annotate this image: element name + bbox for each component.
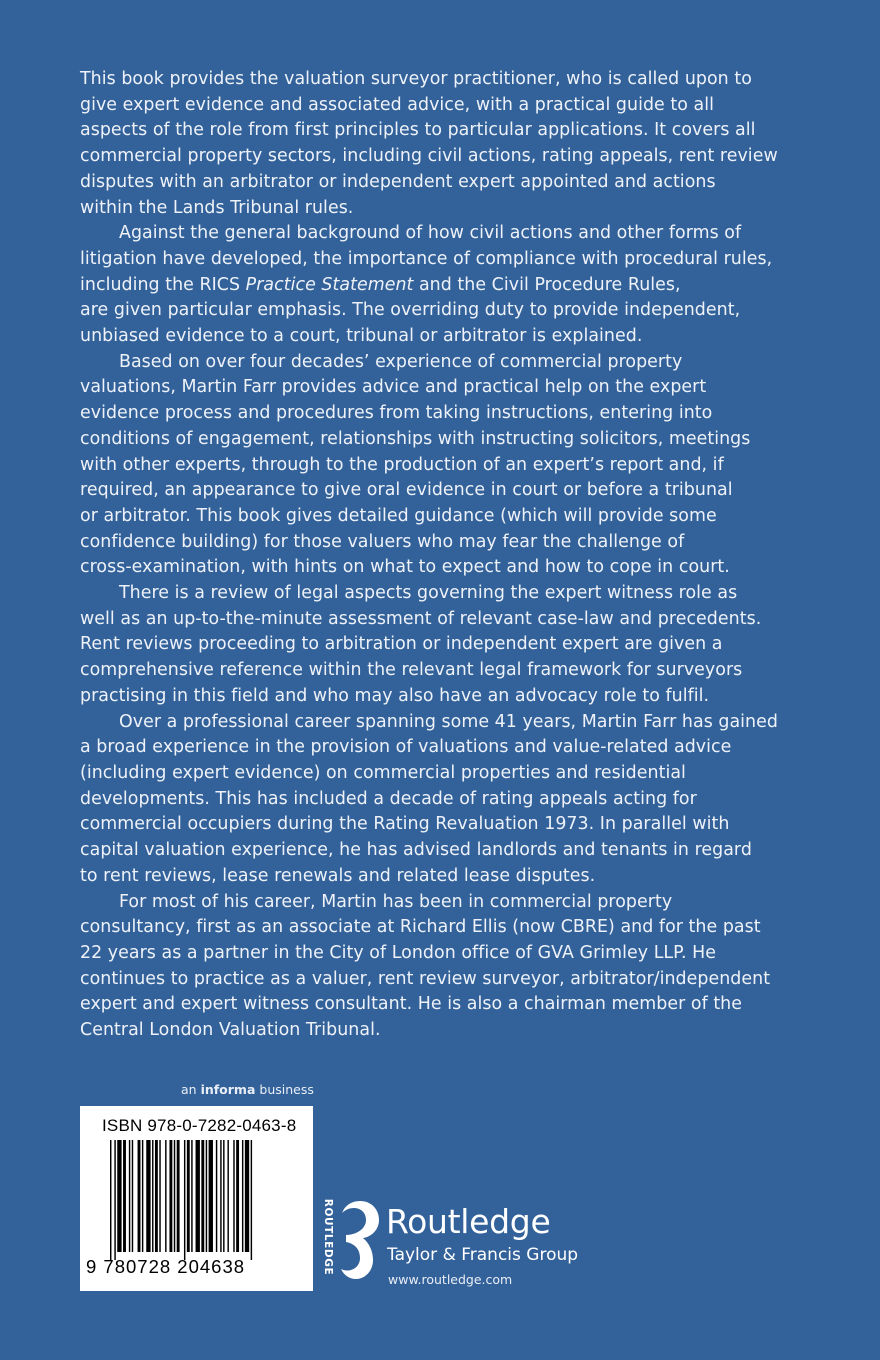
barcode-bar bbox=[117, 1140, 121, 1252]
informa-brand: informa bbox=[200, 1082, 256, 1097]
routledge-logo bbox=[320, 1196, 610, 1296]
paragraph-career: Over a professional career spanning some 41 years, Martin Farr has gained a broad experience in the provision of valuations and value-related advice (including expert evidence) on commercial properties and residential developments. This has included a decade of rating appeals acting for commercial occupiers during the Rating Revaluation 1973. In parallel with capital valuation experience, he has advised landlords and tenants in regard to rent reviews, lease renewals and related lease disputes. bbox=[80, 711, 778, 886]
barcode-bar bbox=[114, 1140, 115, 1260]
paragraph-experience: Based on over four decades’ experience of commercial property valuations, Martin Farr provides advice and practical help on the expert evidence process and procedures from taking instructions, entering into conditions of engagement, relationships with instructing solicitors, meetings with other experts, through to the production of an expert’s report and, if required, an appearance to give oral evidence in court or before a tribunal or arbitrator. This book gives detailed guidance (which will provide some confidence building) for those valuers who may fear the challenge of cross-examination, with hints on what to expect and how to cope in court. bbox=[80, 351, 751, 578]
barcode-bar bbox=[159, 1140, 160, 1252]
barcode-bar bbox=[227, 1140, 228, 1252]
barcode-bar bbox=[187, 1140, 190, 1252]
practice-statement-italic: Practice Statement bbox=[245, 274, 414, 295]
taylor-francis-group: Taylor & Francis Group bbox=[387, 1245, 579, 1265]
routledge-r-icon bbox=[336, 1199, 384, 1281]
barcode-bar bbox=[216, 1140, 217, 1252]
barcode-bars bbox=[110, 1140, 300, 1260]
barcode-bar bbox=[245, 1140, 249, 1252]
routledge-url[interactable]: www.routledge.com bbox=[388, 1272, 513, 1287]
informa-prefix: an bbox=[181, 1082, 201, 1097]
barcode-bar bbox=[196, 1140, 200, 1252]
barcode-bar bbox=[191, 1140, 192, 1252]
barcode-bar bbox=[251, 1140, 252, 1260]
barcode-bar bbox=[209, 1140, 213, 1252]
paragraph-consultancy: For most of his career, Martin has been in commercial property consultancy, first as an associate at Richard Ellis (now CBRE) and for the past 22 years as a partner in the City of London office of GVA Grimley LLP. He continues to practice as a valuer, rent review surveyor, arbitrator/independent expert and expert witness consultant. He is also a chairman member of the Central London Valuation Tribunal. bbox=[80, 891, 771, 1041]
barcode-bar bbox=[220, 1140, 221, 1252]
barcode-bar bbox=[169, 1140, 172, 1252]
barcode-digits: 9 780728 204638 bbox=[86, 1256, 246, 1277]
barcode-bar bbox=[129, 1140, 130, 1252]
description-text bbox=[80, 67, 805, 1044]
barcode-bar bbox=[132, 1140, 133, 1252]
isbn-barcode bbox=[80, 1106, 313, 1291]
barcode-bar bbox=[236, 1140, 239, 1252]
routledge-name: Routledge bbox=[386, 1202, 551, 1241]
paragraph-legal-review: There is a review of legal aspects governing the expert witness role as well as an up-to-the-minute assessment of relevant case-law and precedents. Rent reviews proceeding to arbitration or independent expert are given a comprehensive reference within the relevant legal framework for surveyors practising in this field and who may also have an advocacy role to fulfil. bbox=[80, 583, 762, 706]
barcode-bar bbox=[146, 1140, 150, 1252]
barcode-bar bbox=[201, 1140, 204, 1252]
barcode-bar bbox=[177, 1140, 180, 1252]
barcode-bar bbox=[184, 1140, 185, 1260]
barcode-bar bbox=[142, 1140, 143, 1252]
barcode-bar bbox=[223, 1140, 224, 1252]
paragraph-procedural-rules-part1: Against the general background of how civil actions and other forms of litigation have developed, the importance of compliance with procedural rules, including the RICS bbox=[80, 223, 773, 295]
barcode-bar bbox=[110, 1140, 111, 1260]
barcode-bar bbox=[242, 1140, 243, 1252]
barcode-bar bbox=[165, 1140, 166, 1252]
isbn-label: ISBN 978-0-7282-0463-8 bbox=[102, 1116, 297, 1135]
barcode-bar bbox=[138, 1140, 141, 1252]
paragraph-intro: This book provides the valuation surveyor practitioner, who is called upon to give expert evidence and associated advice, with a practical guide to all aspects of the role from first principles to particular applications. It covers all commercial property sectors, including civil actions, rating appeals, rent review disputes with an arbitrator or independent expert appointed and actions within the Lands Tribunal rules. bbox=[80, 69, 778, 218]
barcode-bar bbox=[233, 1140, 234, 1252]
paragraph-procedural-rules-part2: and the Civil Procedure Rules, are given particular emphasis. The overriding duty to provide independent, unbiased evidence to a court, tribunal or arbitrator is explained. bbox=[80, 274, 741, 347]
barcode-bar bbox=[206, 1140, 207, 1252]
barcode-bar bbox=[152, 1140, 153, 1252]
informa-suffix: business bbox=[255, 1082, 314, 1097]
barcode-bar bbox=[155, 1140, 158, 1252]
barcode-bar bbox=[123, 1140, 126, 1252]
informa-business-tagline bbox=[181, 1082, 314, 1097]
routledge-vertical-label: ROUTLEDGE bbox=[322, 1198, 334, 1276]
paragraph-procedural-rules bbox=[80, 221, 805, 350]
barcode-bar bbox=[174, 1140, 175, 1252]
